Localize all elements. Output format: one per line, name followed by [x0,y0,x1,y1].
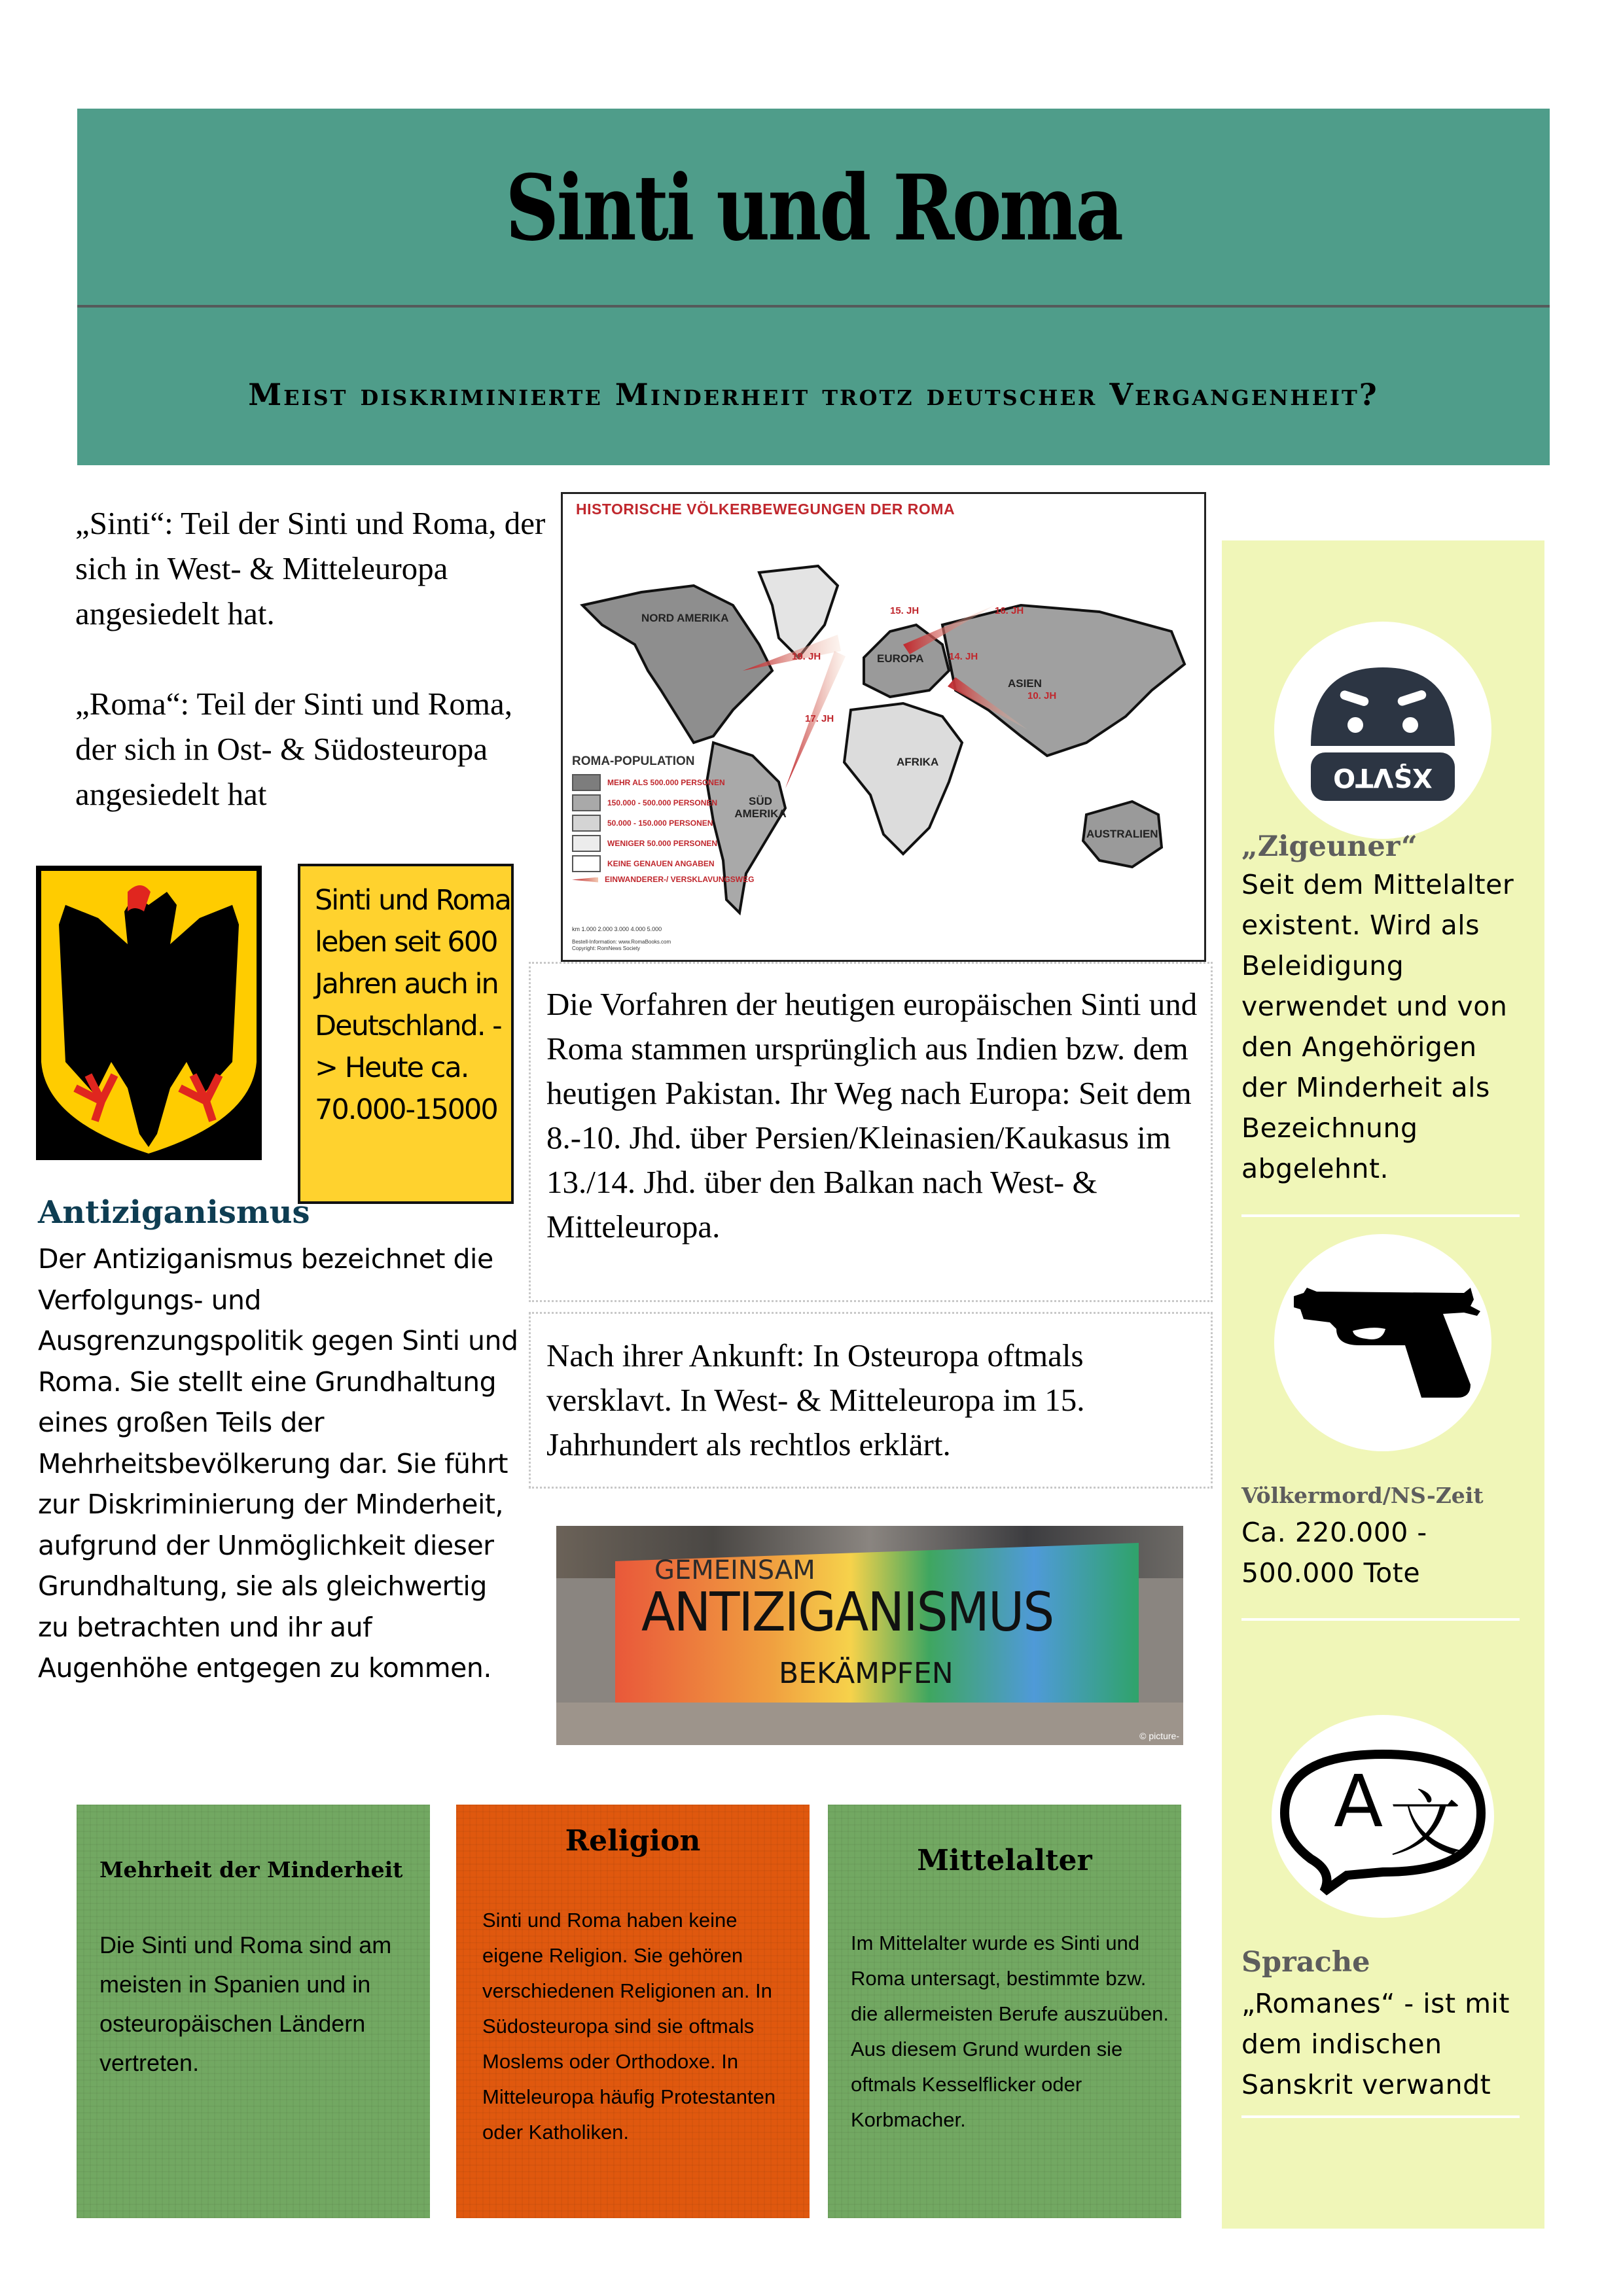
definition-roma: „Roma“: Teil der Sinti und Roma, der sich in Ost- & Südosteuropa angesiedelt hat [75,686,512,812]
map-credit-line: Copyright: RomNews Society [572,945,641,951]
legend-swatch [572,794,601,811]
card-text: Sinti und Roma haben keine eigene Religion. Sie gehören verschiedenen Religionen an. In Südosteuropa sind sie oftmals Moslems oder Orthodoxe. In Mitteleuropa häufig Protestanten oder Katholiken. [482,1909,776,2144]
history-arrival-text: Nach ihrer Ankunft: In Osteuropa oftmals versklavt. In West- & Mitteleuropa im 15. Jahrhundert als rechtlos erklärt. [546,1337,1085,1462]
sidebar-icon-circle [1272,1715,1494,1918]
sidebar-icon-circle [1274,1234,1491,1451]
banner-text-line2: ANTIZIGANISMUS [641,1581,1054,1644]
migration-map [561,492,1206,962]
header-divider [77,305,1550,308]
header-banner [77,109,1550,465]
legend-item [572,855,768,872]
card-text: Die Sinti und Roma sind am meisten in Spanien und in osteuropäischen Ländern vertreten. [99,1932,392,2076]
map-legend [572,754,768,887]
map-scale: km 1.000 2.000 3.000 4.000 5.000 [572,926,662,932]
translate-icon [1272,1715,1494,1918]
legend-label: 150.000 - 500.000 PERSONEN [607,798,718,807]
svg-text:文: 文 [1389,1782,1461,1866]
antiziganismus-heading: Antiziganismus [38,1194,310,1231]
route-label-17jh: 17. JH [805,713,834,724]
sidebar-text-zigeuner: Seit dem Mittelalter existent. Wird als Beleidigung verwendet und von den Angehörigen der Minderheit als Bezeichnung abgelehnt. [1241,869,1514,1184]
history-arrival-box [529,1312,1213,1489]
photo-pavement [556,1703,1183,1745]
map-credit-line: Bestell-Information: www.RomaBooks.com [572,939,671,945]
map-label-asia: ASIEN [1008,677,1042,690]
legend-swatch [572,855,601,872]
card-title: Mehrheit der Minderheit [99,1857,403,1882]
legend-item [572,875,768,884]
sidebar-icon-circle [1274,622,1491,839]
route-label-16jh: 16. JH [995,605,1024,616]
photo-credit: © picture- [1139,1731,1179,1741]
legend-label: EINWANDERER-/ VERSKLAVUNGSWEG [605,875,755,884]
legend-item [572,774,768,791]
legend-swatch [572,815,601,832]
map-title: HISTORISCHE VÖLKERBEWEGUNGEN DER ROMA [576,501,955,518]
world-map-graphic [563,494,1204,960]
card-text: Im Mittelalter wurde es Sinti und Roma untersagt, bestimmte bzw. die allermeisten Berufe auszuüben. Aus diesem Grund wurden sie oftmals Kesselflicker oder Korbmacher. [851,1932,1169,2131]
history-origin-box [529,962,1213,1302]
continent-africa [844,703,962,854]
continent-north-america [582,586,772,743]
legend-label: WENIGER 50.000 PERSONEN [607,838,718,848]
card-mittelalter [828,1805,1181,2218]
map-label-south-america: SÜD AMERIKA [734,795,787,820]
legend-swatch [572,835,601,852]
legend-label: MEHR ALS 500.000 PERSONEN [607,777,725,787]
card-title: Mittelalter [917,1844,1092,1877]
sidebar-heading-voelkermord: Völkermord/NS-Zeit [1241,1483,1484,1508]
germany-fact-box: Sinti und Roma leben seit 600 Jahren auch in Deutschland. -> Heute ca. 70.000-15000 [298,864,514,1204]
definition-sinti: „Sinti“: Teil der Sinti und Roma, der sich in West- & Mitteleuropa angesiedelt hat. [75,505,546,631]
svg-text:A: A [1334,1759,1383,1843]
map-label-north-america: NORD AMERIKA [641,612,729,624]
page-title: Sinti und Roma [505,154,1122,261]
page-subtitle: Meist diskriminierte Minderheit trotz deutscher Vergangenheit? [248,377,1379,412]
route-label-14jh: 14. JH [949,651,978,662]
continent-asia [942,605,1185,756]
card-religion [456,1805,810,2218]
sidebar-heading-zigeuner: „Zigeuner“ [1241,830,1418,863]
map-credit [572,939,671,952]
legend-item [572,794,768,811]
sidebar-divider [1241,1214,1520,1217]
legend-label: 50.000 - 150.000 PERSONEN [607,818,713,828]
sidebar-divider [1241,1618,1520,1621]
sidebar-facts [1222,540,1544,2229]
sidebar-text-sprache: „Romanes“ - ist mit dem indischen Sanskrit verwandt [1241,1988,1510,2100]
sidebar-heading-sprache: Sprache [1241,1946,1370,1979]
route-label-15jh: 15. JH [890,605,919,616]
map-label-australia: AUSTRALIEN [1086,828,1158,840]
pistol-icon [1274,1234,1491,1451]
legend-title: ROMA-POPULATION [572,754,695,768]
eagle-icon [36,866,262,1160]
legend-swatch [572,774,601,791]
sidebar-divider [1241,2115,1520,2118]
sidebar-text-voelkermord: Ca. 220.000 - 500.000 Tote [1241,1517,1427,1589]
map-label-europe: EUROPA [877,652,924,665]
legend-label: KEINE GENAUEN ANGABEN [607,858,715,868]
banner-text-line3: BEKÄMPFEN [779,1657,954,1690]
map-label-africa: AFRIKA [897,756,939,768]
definitions [75,501,546,862]
route-label-19jh: 19. JH [792,651,821,662]
card-mehrheit [77,1805,430,2218]
antiziganismus-text: Der Antiziganismus bezeichnet die Verfolgungs- und Ausgrenzungspolitik gegen Sinti und Roma. Sie stellt eine Grundhaltung eines großen Teils der Mehrheitsbevölkerung dar. Sie führt zur Diskriminierung der Minderheit, aufgrund der Unmöglichkeit dieser Grundhaltung, sie als gleichwertig zu betrachten und ihr auf Augenhöhe entgegen zu kommen. [38,1243,518,1684]
card-title: Religion [565,1824,701,1858]
german-coat-of-arms [36,866,262,1160]
route-arrow-icon [572,877,598,883]
history-origin-text: Die Vorfahren der heutigen europäischen Sinti und Roma stammen ursprünglich aus Indien bzw. dem heutigen Pakistan. Ihr Weg nach Europa: Seit dem 8.-10. Jhd. über Persien/Kleinasien/Kaukasus im 13./14. Jhd. über den Balkan nach West- & Mitteleuropa. [546,986,1198,1245]
legend-item [572,835,768,852]
legend-item [572,815,768,832]
route-label-10jh: 10. JH [1027,690,1057,701]
banner-text-line1: GEMEINSAM [654,1555,815,1585]
svg-text:XŞVTO: XŞVTO [1333,762,1433,792]
protest-banner-photo [556,1526,1183,1745]
angry-face-icon [1274,622,1491,839]
